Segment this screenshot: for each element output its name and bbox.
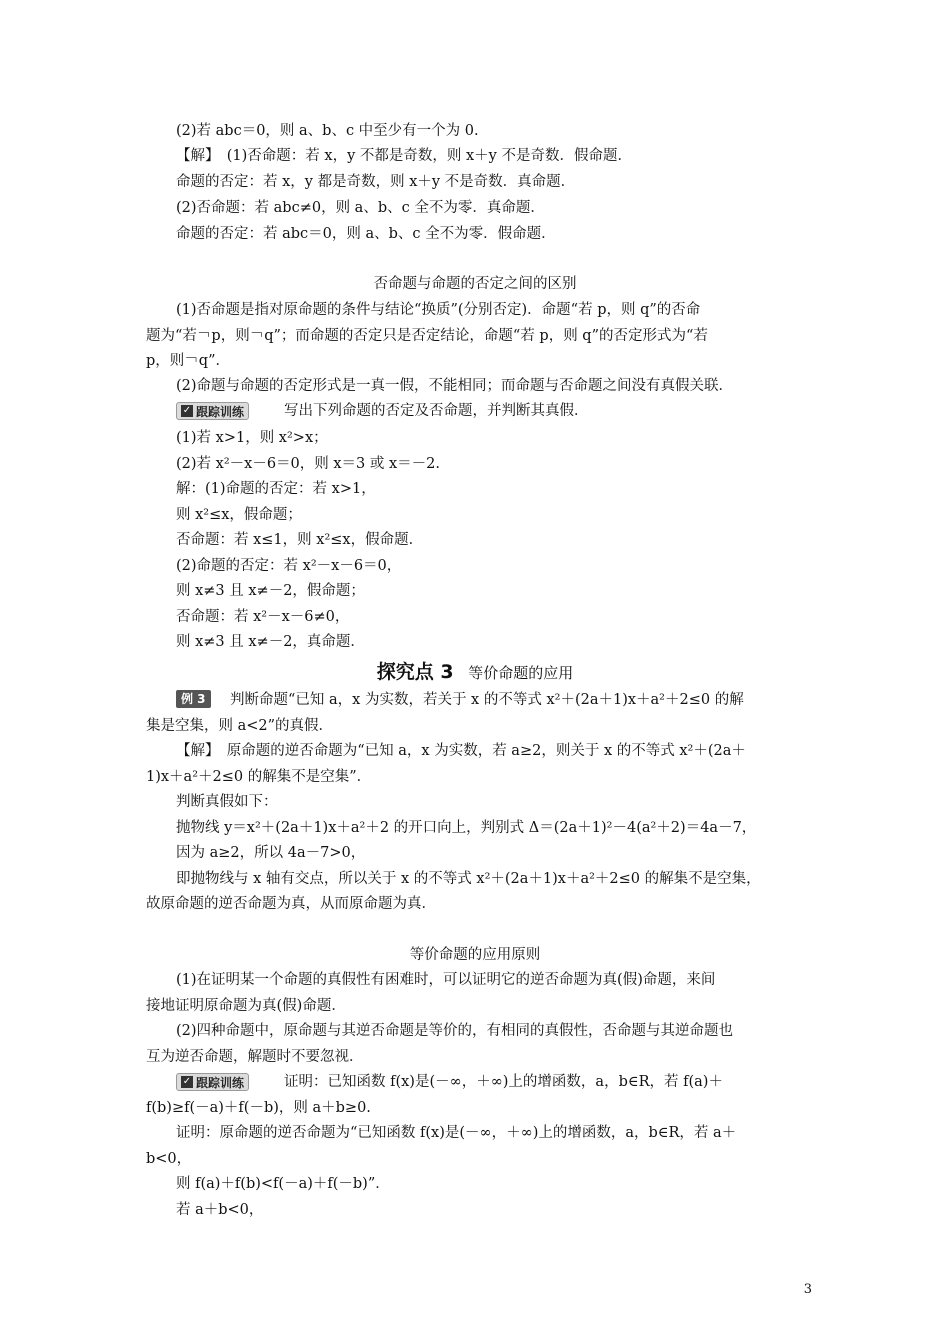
example3-line-5: 抛物线 y＝x²＋(2a＋1)x＋a²＋2 的开口向上，判别式 Δ＝(2a＋1)²－4(a²＋2)＝4a－7， (176, 820, 757, 836)
training1-line-3: 则 x²≤x，假命题； (176, 507, 302, 523)
box2-line-2: (2)四种命题中，原命题与其逆否命题是等价的，有相同的真假性，否命题与其逆命题也 (176, 1023, 734, 1039)
training1-prompt: 写出下列命题的否定及否命题，并判断其真假． (284, 403, 589, 419)
box1-line-3: (2)命题与命题的否定形式是一真一假，不能相同；而命题与否命题之间没有真假关联． (176, 378, 734, 394)
example3-line-0: 判断命题“已知 a，x 为实数，若关于 x 的不等式 x²＋(2a＋1)x＋a²＋2≤0 的解 (230, 692, 744, 708)
example3-badge: 例 3 (176, 690, 211, 708)
box2-line-3: 互为逆否命题，解题时不要忽视． (146, 1049, 364, 1065)
training2-line-3: 则 f(a)＋f(b)<f(－a)＋f(－b)”． (176, 1176, 390, 1192)
box1-line-0: (1)否命题是指对原命题的条件与结论“换质”(分别否定)．命题“若 p，则 q”的否命 (176, 302, 701, 318)
training2-line-4: 若 a＋b<0， (176, 1202, 264, 1218)
box1-title: 否命题与命题的否定之间的区别 (373, 276, 577, 292)
training1-line-8: 则 x≠3 且 x≠－2，真命题． (176, 634, 365, 650)
training1-line-2: 解：(1)命题的否定：若 x>1， (176, 481, 376, 497)
top-line-3: (2)否命题：若 abc≠0，则 a、b、c 全不为零．真命题． (176, 200, 545, 216)
box1-line-1: 题为“若￢p，则￢q”；而命题的否定只是否定结论，命题“若 p，则 q”的否定形式为“若 (146, 328, 708, 344)
training1-line-6: 则 x≠3 且 x≠－2，假命题； (176, 583, 365, 599)
top-line-2: 命题的否定：若 x，y 都是奇数，则 x＋y 不是奇数．真命题． (176, 174, 576, 190)
example3-line-2: 【解】 原命题的逆否命题为“已知 a，x 为实数，若 a≥2，则关于 x 的不等式 x²＋(2a＋ (176, 743, 746, 759)
check-icon: ✓ (182, 1076, 192, 1087)
training2-line-0: f(b)≥f(－a)＋f(－b)，则 a＋b≥0. (146, 1100, 371, 1116)
section3-title-big: 探究点 3 (376, 661, 454, 683)
example3-line-6: 因为 a≥2，所以 4a－7>0， (176, 845, 366, 861)
check-icon: ✓ (182, 405, 192, 416)
training1-line-0: (1)若 x>1，则 x²>x； (176, 430, 328, 446)
example3-line-7: 即抛物线与 x 轴有交点，所以关于 x 的不等式 x²＋(2a＋1)x＋a²＋2≤0 的解集不是空集， (176, 871, 761, 887)
example3-line-8: 故原命题的逆否命题为真，从而原命题为真． (146, 896, 436, 912)
box2-line-0: (1)在证明某一个命题的真假性有困难时，可以证明它的逆否命题为真(假)命题，来间 (176, 972, 716, 988)
training1-badge-label: 跟踪训练 (196, 404, 245, 419)
example3-line-4: 判断真假如下： (176, 794, 278, 810)
training1-line-1: (2)若 x²－x－6＝0，则 x＝3 或 x＝－2. (176, 456, 441, 472)
top-line-1: 【解】 (1)否命题：若 x，y 不都是奇数，则 x＋y 不是奇数．假命题． (176, 148, 632, 164)
training1-line-5: (2)命题的否定：若 x²－x－6＝0， (176, 558, 402, 574)
box1-line-2: p，则￢q”． (146, 353, 230, 369)
training1-line-4: 否命题：若 x≤1，则 x²≤x，假命题． (176, 532, 424, 548)
section3-title-sub: 等价命题的应用 (468, 664, 574, 682)
training1-line-7: 否命题：若 x²－x－6≠0， (176, 609, 350, 625)
box2-title: 等价命题的应用原则 (409, 947, 541, 963)
section3-title (0, 657, 950, 684)
page-number: 3 (803, 1282, 812, 1297)
training2-line-2: b<0， (146, 1151, 192, 1167)
training2-prompt: 证明：已知函数 f(x)是(－∞，＋∞)上的增函数，a，b∈R，若 f(a)＋ (284, 1074, 723, 1090)
example3-line-3: 1)x＋a²＋2≤0 的解集不是空集”． (146, 769, 372, 785)
training2-line-1: 证明：原命题的逆否命题为“已知函数 f(x)是(－∞，＋∞)上的增函数，a，b∈R，若 a＋ (176, 1125, 737, 1141)
training2-badge (176, 1073, 249, 1091)
example3-line-1: 集是空集，则 a<2”的真假． (146, 718, 334, 734)
training2-badge-label: 跟踪训练 (196, 1075, 245, 1090)
box2-line-1: 接地证明原命题为真(假)命题． (146, 998, 346, 1014)
top-line-0: (2)若 abc＝0，则 a、b、c 中至少有一个为 0. (176, 123, 479, 139)
top-line-4: 命题的否定：若 abc＝0，则 a、b、c 全不为零．假命题． (176, 226, 556, 242)
training1-badge (176, 402, 249, 420)
